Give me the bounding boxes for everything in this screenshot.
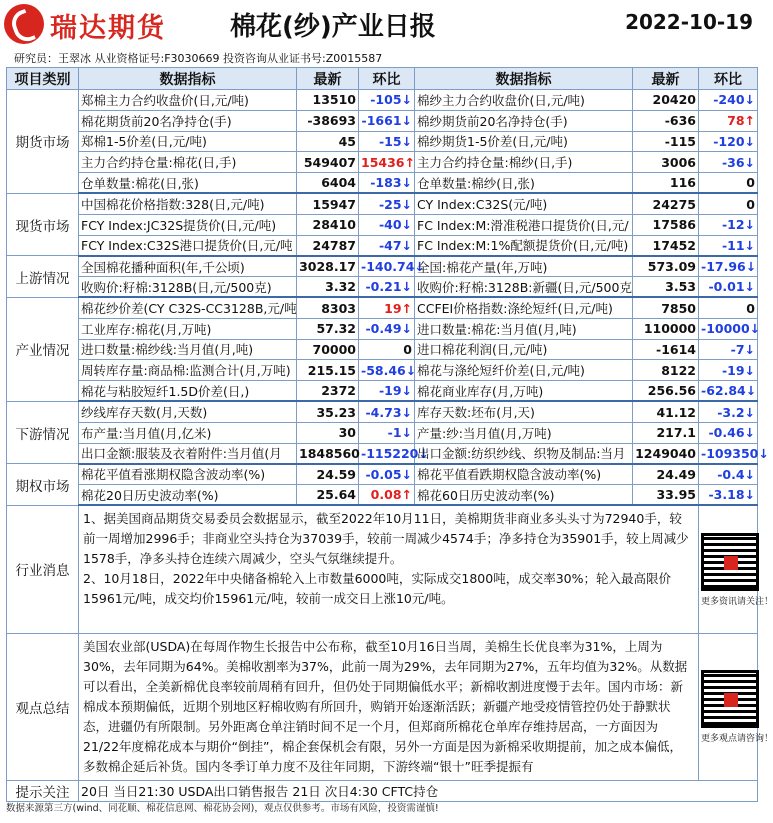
- indicator-left: 布产量:当月值(月,亿米): [79, 422, 297, 443]
- table-row: [7, 339, 758, 360]
- indicator-right: 出口金额:纺织纱线、织物及制品:当月: [415, 443, 633, 464]
- indicator-left: 中国棉花价格指数:328(日,元/吨): [79, 193, 297, 214]
- change-right: 0: [699, 297, 758, 318]
- table-row: [7, 131, 758, 152]
- indicator-left: 纱线库存天数(月,天数): [79, 401, 297, 422]
- latest-right: 24.49: [633, 464, 699, 485]
- change-right: -19↓: [699, 360, 758, 381]
- indicator-left: 棉花20日历史波动率(%): [79, 485, 297, 506]
- change-left: -4.73↓: [359, 401, 415, 422]
- latest-right: 7850: [633, 297, 699, 318]
- indicator-right: 进口棉花利润(日,元/吨): [415, 339, 633, 360]
- news-label: 行业消息: [7, 505, 79, 633]
- indicator-right: FC Index:M:1%配额提货价(日,元/吨): [415, 235, 633, 256]
- table-row: [7, 360, 758, 381]
- col-category: 项目类别: [7, 68, 79, 90]
- report-title: 棉花(纱)产业日报: [230, 12, 436, 42]
- change-left: -0.05↓: [359, 464, 415, 485]
- view-row: [7, 633, 758, 780]
- change-right: -120↓: [699, 131, 758, 152]
- indicator-right: 全国:棉花产量(年,万吨): [415, 256, 633, 277]
- latest-left: 15947: [297, 193, 359, 214]
- latest-left: 28410: [297, 214, 359, 235]
- latest-left: 2372: [297, 381, 359, 402]
- indicator-right: 仓单数量:棉纱(日,张): [415, 173, 633, 194]
- latest-right: 217.1: [633, 422, 699, 443]
- latest-left: 6404: [297, 173, 359, 194]
- change-left: -0.49↓: [359, 318, 415, 339]
- tips-label: 提示关注: [7, 780, 79, 801]
- table-row: [7, 485, 758, 506]
- indicator-right: FC Index:M:滑准税港口提货价(日,元/: [415, 214, 633, 235]
- change-right: -240↓: [699, 90, 758, 111]
- change-left: -0.21↓: [359, 277, 415, 298]
- latest-left: 35.23: [297, 401, 359, 422]
- latest-left: 1848560: [297, 443, 359, 464]
- latest-right: 573.09: [633, 256, 699, 277]
- latest-left: 3028.17: [297, 256, 359, 277]
- category-cell: 期权市场: [7, 464, 79, 506]
- change-left: 19↑: [359, 297, 415, 318]
- indicator-left: 棉花与粘胶短纤1.5D价差(日,): [79, 381, 297, 402]
- indicator-right: 棉花商业库存(月,万吨): [415, 381, 633, 402]
- indicator-left: 出口金额:服装及衣着附件:当月值(月: [79, 443, 297, 464]
- latest-right: 20420: [633, 90, 699, 111]
- data-table: [6, 67, 773, 802]
- latest-right: 8122: [633, 360, 699, 381]
- latest-left: -38693: [297, 110, 359, 131]
- news-qr-cell: [699, 505, 773, 633]
- category-cell: 期货市场: [7, 90, 79, 194]
- table-row: [7, 297, 758, 318]
- logo-mark-icon: [4, 4, 44, 44]
- change-right: -3.18↓: [699, 485, 758, 506]
- view-label: 观点总结: [7, 633, 79, 780]
- table-row: [7, 422, 758, 443]
- table-row: [7, 256, 758, 277]
- latest-right: 1249040: [633, 443, 699, 464]
- indicator-right: 棉纱期货前20名净持仓(手): [415, 110, 633, 131]
- latest-right: -1614: [633, 339, 699, 360]
- news-qr-label: 更多资讯请关注！: [701, 596, 773, 607]
- col-change-right: 环比: [699, 68, 758, 90]
- indicator-left: 棉花纱价差(CY C32S-CC3128B,元/吨: [79, 297, 297, 318]
- latest-right: 110000: [633, 318, 699, 339]
- company-logo: [4, 4, 182, 48]
- indicator-right: CY Index:C32S(元/吨): [415, 193, 633, 214]
- table-row: [7, 443, 758, 464]
- news-row: [7, 505, 758, 633]
- table-header-row: [7, 68, 758, 90]
- latest-right: 17452: [633, 235, 699, 256]
- change-right: -0.01↓: [699, 277, 758, 298]
- table-row: [7, 173, 758, 194]
- indicator-left: 棉花期货前20名净持仓(手): [79, 110, 297, 131]
- category-cell: 下游情况: [7, 401, 79, 463]
- indicator-left: 主力合约持仓量:棉花(日,手): [79, 152, 297, 173]
- report-date: 2022-10-19: [625, 10, 753, 34]
- change-left: -140.74↓: [359, 256, 415, 277]
- indicator-right: 主力合约持仓量:棉纱(日,手): [415, 152, 633, 173]
- footer-disclaimer: 数据来源第三方(wind、同花顺、棉花信息网、棉花协会网)，观点仅供参考。市场有风险，投资需谨慎!: [6, 803, 439, 814]
- change-left: -25↓: [359, 193, 415, 214]
- category-cell: 现货市场: [7, 193, 79, 255]
- col-latest-left: 最新: [297, 68, 359, 90]
- table-row: [7, 90, 758, 111]
- qr-code-icon: [701, 533, 759, 591]
- qr-code-icon: [701, 670, 759, 728]
- logo-text: 瑞达期货: [50, 13, 166, 44]
- author-line: 研究员：王翠冰 从业资格证号:F3030669 投资咨询从业证书号:Z0015587: [14, 52, 383, 65]
- change-right: -7↓: [699, 339, 758, 360]
- change-left: -1↓: [359, 422, 415, 443]
- col-change-left: 环比: [359, 68, 415, 90]
- change-left: -105↓: [359, 90, 415, 111]
- indicator-left: 棉花平值看涨期权隐含波动率(%): [79, 464, 297, 485]
- change-left: 0.08↑: [359, 485, 415, 506]
- indicator-right: 棉花60日历史波动率(%): [415, 485, 633, 506]
- indicator-right: CCFEI价格指数:涤纶短纤(日,元/吨): [415, 297, 633, 318]
- latest-right: -636: [633, 110, 699, 131]
- indicator-left: 收购价:籽棉:3128B(日,元/500克): [79, 277, 297, 298]
- latest-left: 549407: [297, 152, 359, 173]
- indicator-right: 棉花与涤纶短纤价差(日,元/吨): [415, 360, 633, 381]
- change-left: 0: [359, 339, 415, 360]
- indicator-left: 郑棉1-5价差(日,元/吨): [79, 131, 297, 152]
- indicator-left: 郑棉主力合约收盘价(日,元/吨): [79, 90, 297, 111]
- change-left: -19↓: [359, 381, 415, 402]
- change-right: -36↓: [699, 152, 758, 173]
- table-row: [7, 318, 758, 339]
- change-right: 78↑: [699, 110, 758, 131]
- latest-left: 25.64: [297, 485, 359, 506]
- indicator-right: 进口数量:棉花:当月值(月,吨): [415, 318, 633, 339]
- latest-right: 41.12: [633, 401, 699, 422]
- indicator-left: 进口数量:棉纱线:当月值(月,吨): [79, 339, 297, 360]
- latest-right: 33.95: [633, 485, 699, 506]
- view-text: 美国农业部(USDA)在每周作物生长报告中公布称，截至10月16日当周，美棉生长优良率为31%，上周为30%，去年同期为64%。美棉收割率为37%，此前一周为29%，去年同期为27%，五年均值为32%。从数据可以看出，全美新棉优良率较前周稍有回升，但仍处于同期偏低水平；新棉收割进度慢于去年。国内市场：新棉成本预期偏低，近期个别地区籽棉收购有所回升，购销开始逐渐活跃；新疆产地受疫情管控仍处于静默状态，进疆仍有所限制。另外距离仓单注销时间不足一个月，但郑商所棉花仓单库存维持居高，一方面因为21/22年度棉花成本与期价“倒挂”，棉企套保机会有限，另外一方面是因为新棉采收期提前，加之成本偏低，多数棉企延后补货。国内冬季订单力度不及往年同期，下游终端“银十”旺季提振有: [79, 633, 699, 780]
- table-row: [7, 110, 758, 131]
- change-right: -10000↓: [699, 318, 758, 339]
- change-left: -1661↓: [359, 110, 415, 131]
- indicator-right: 棉花平值看跌期权隐含波动率(%): [415, 464, 633, 485]
- indicator-right: 收购价:籽棉:3128B:新疆(日,元/500克: [415, 277, 633, 298]
- latest-left: 215.15: [297, 360, 359, 381]
- change-left: -40↓: [359, 214, 415, 235]
- indicator-left: FCY Index:JC32S提货价(日,元/吨): [79, 214, 297, 235]
- col-indicator-left: 数据指标: [79, 68, 297, 90]
- change-right: -62.84↓: [699, 381, 758, 402]
- latest-left: 70000: [297, 339, 359, 360]
- change-right: -12↓: [699, 214, 758, 235]
- latest-right: 17586: [633, 214, 699, 235]
- change-right: -0.4↓: [699, 464, 758, 485]
- indicator-left: 周转库存量:商品棉:监测合计(月,万吨): [79, 360, 297, 381]
- table-row: [7, 277, 758, 298]
- view-qr-label: 更多观点请咨询！: [701, 733, 773, 744]
- change-right: -3.2↓: [699, 401, 758, 422]
- change-right: -11↓: [699, 235, 758, 256]
- category-cell: 产业情况: [7, 297, 79, 401]
- indicator-left: FCY Index:C32S港口提货价(日,元/吨: [79, 235, 297, 256]
- table-row: [7, 152, 758, 173]
- latest-right: -115: [633, 131, 699, 152]
- change-right: -0.46↓: [699, 422, 758, 443]
- tips-text: 20日 当日21:30 USDA出口销售报告 21日 次日4:30 CFTC持仓: [79, 780, 758, 801]
- indicator-right: 棉纱期货1-5价差(日,元/吨): [415, 131, 633, 152]
- tips-row: [7, 780, 758, 801]
- latest-left: 57.32: [297, 318, 359, 339]
- latest-right: 256.56: [633, 381, 699, 402]
- latest-left: 45: [297, 131, 359, 152]
- table-row: [7, 464, 758, 485]
- change-right: -109350↓: [699, 443, 758, 464]
- table-row: [7, 235, 758, 256]
- table-row: [7, 214, 758, 235]
- change-right: 0: [699, 193, 758, 214]
- change-left: -15↓: [359, 131, 415, 152]
- change-right: -17.96↓: [699, 256, 758, 277]
- indicator-right: 库存天数:坯布(月,天): [415, 401, 633, 422]
- change-left: -115220↓: [359, 443, 415, 464]
- latest-left: 24.59: [297, 464, 359, 485]
- change-right: 0: [699, 173, 758, 194]
- table-row: [7, 381, 758, 402]
- latest-left: 13510: [297, 90, 359, 111]
- latest-left: 3.32: [297, 277, 359, 298]
- table-row: [7, 193, 758, 214]
- change-left: -58.46↓: [359, 360, 415, 381]
- indicator-right: 棉纱主力合约收盘价(日,元/吨): [415, 90, 633, 111]
- indicator-right: 产量:纱:当月值(月,万吨): [415, 422, 633, 443]
- view-qr-cell: [699, 633, 773, 780]
- latest-left: 8303: [297, 297, 359, 318]
- latest-right: 24275: [633, 193, 699, 214]
- latest-left: 24787: [297, 235, 359, 256]
- indicator-left: 全国棉花播种面积(年,千公顷): [79, 256, 297, 277]
- latest-right: 3.53: [633, 277, 699, 298]
- indicator-left: 工业库存:棉花(月,万吨): [79, 318, 297, 339]
- indicator-left: 仓单数量:棉花(日,张): [79, 173, 297, 194]
- latest-left: 30: [297, 422, 359, 443]
- news-text: 1、据美国商品期货交易委员会数据显示，截至2022年10月11日，美棉期货非商业多头头寸为72940手，较前一周增加2996手；非商业空头持仓为37039手，较前一周减少4574手；净多持仓为35901手，较上周减少1578手，净多头持仓连续六周减少，空头气氛继续提升。 2、10月18日，2022年中央储备棉轮入上市数量6000吨，实际成交1800吨，成交率30%；轮入最高限价15961元/吨，成交均价15961元/吨，较前一成交日上涨10元/吨。: [79, 505, 699, 633]
- category-cell: 上游情况: [7, 256, 79, 298]
- table-body: [7, 90, 769, 506]
- table-row: [7, 401, 758, 422]
- change-left: -183↓: [359, 173, 415, 194]
- latest-right: 3006: [633, 152, 699, 173]
- report-header: [0, 0, 761, 67]
- col-latest-right: 最新: [633, 68, 699, 90]
- change-left: 15436↑: [359, 152, 415, 173]
- change-left: -47↓: [359, 235, 415, 256]
- col-indicator-right: 数据指标: [415, 68, 633, 90]
- latest-right: 116: [633, 173, 699, 194]
